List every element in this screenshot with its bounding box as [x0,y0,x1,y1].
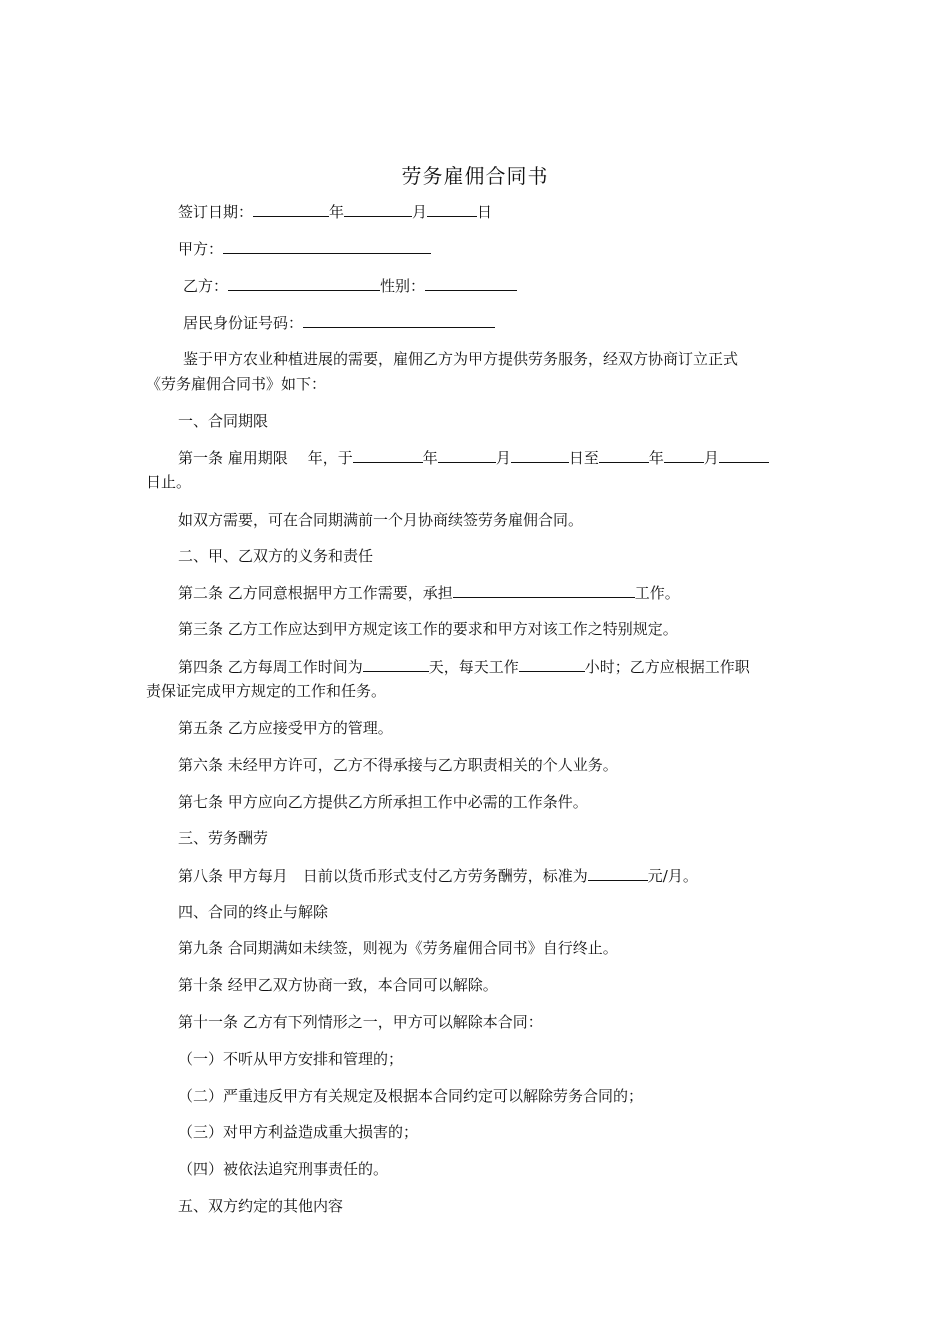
article8-text-b: 日前以货币形式支付乙方劳务酬劳，标准为 [302,867,588,885]
article1-text-e: 日至 [568,449,599,467]
article5: 第五条 乙方应接受甲方的管理。 [178,719,393,737]
article8-blank [588,865,648,881]
article2-text-a: 第二条 乙方同意根据甲方工作需要，承担 [178,584,453,602]
article4-text-c: 小时；乙方应根据工作职 [584,658,750,676]
section3-heading: 三、劳务酬劳 [178,829,269,847]
list-item: （一）不听从甲方安排和管理的； [178,1050,404,1068]
section1-heading: 一、合同期限 [178,412,269,430]
party-a-label: 甲方： [178,240,224,258]
article11: 第十一条 乙方有下列情形之一，甲方可以解除本合同： [178,1013,543,1031]
article1-blank-6 [719,447,769,463]
article1-text-g: 月 [703,449,719,467]
party-b-label: 乙方： [183,277,229,295]
sign-month-blank [344,201,412,217]
article4-line-2: 责保证完成甲方规定的工作和任务。 [146,682,387,700]
article1-text-d: 月 [495,449,511,467]
article1-line-2: 日止。 [146,473,192,491]
article3: 第三条 乙方工作应达到甲方规定该工作的要求和甲方对该工作之特别规定。 [178,620,678,638]
article4-text-a: 第四条 乙方每周工作时间为 [178,658,363,676]
preamble-line-2: 《劳务雇佣合同书》如下： [146,375,327,393]
article2-blank [453,582,635,598]
gender-blank [425,275,517,291]
article4-text-b: 天，每天工作 [428,658,519,676]
party-b-line [183,275,517,296]
article1-blank-5 [664,447,704,463]
article1-text-f: 年 [648,449,664,467]
section2-heading: 二、甲、乙双方的义务和责任 [178,547,374,565]
party-a-line [178,238,431,259]
section5-heading: 五、双方约定的其他内容 [178,1197,344,1215]
article7: 第七条 甲方应向乙方提供乙方所承担工作中必需的工作条件。 [178,793,588,811]
article4-blank-2 [519,656,585,672]
article8 [178,865,698,886]
sign-day-blank [427,201,477,217]
article1-blank-2 [438,447,496,463]
id-number-line [183,312,495,333]
list-item: （三）对甲方利益造成重大损害的； [178,1123,419,1141]
article4-line-1 [178,656,750,677]
sign-date-label: 签订日期： [178,203,254,221]
id-number-label: 居民身份证号码： [183,314,304,332]
article2 [178,582,680,603]
party-b-blank [228,275,380,291]
article1-line-1 [178,447,769,468]
article8-text-c: 元/月。 [647,867,698,885]
gender-label: 性别： [380,277,426,295]
article1-text-a: 第一条 雇用期限 [178,449,288,467]
sign-month-unit: 月 [412,203,428,221]
party-a-blank [223,238,431,254]
sign-day-unit: 日 [477,203,493,221]
article6: 第六条 未经甲方许可，乙方不得承接与乙方职责相关的个人业务。 [178,756,618,774]
article9: 第九条 合同期满如未续签，则视为《劳务雇佣合同书》自行终止。 [178,939,618,957]
article1-blank-1 [353,447,423,463]
article1-blank-4 [599,447,649,463]
article1-blank-3 [511,447,569,463]
id-number-blank [303,312,495,328]
renew-clause: 如双方需要，可在合同期满前一个月协商续签劳务雇佣合同。 [178,511,584,529]
section4-heading: 四、合同的终止与解除 [178,903,329,921]
sign-year-unit: 年 [329,203,345,221]
article8-text-a: 第八条 甲方每月 [178,867,288,885]
sign-date-line [178,201,492,222]
document-title: 劳务雇佣合同书 [401,164,549,188]
article1-text-c: 年 [422,449,438,467]
article1-text-b: 年，于 [307,449,353,467]
article4-blank-1 [363,656,429,672]
list-item: （四）被依法追究刑事责任的。 [178,1160,389,1178]
sign-year-blank [253,201,329,217]
article2-text-b: 工作。 [634,584,680,602]
list-item: （二）严重违反甲方有关规定及根据本合同约定可以解除劳务合同的； [178,1087,644,1105]
preamble-line-1: 鉴于甲方农业种植进展的需要，雇佣乙方为甲方提供劳务服务，经双方协商订立正式 [183,350,739,368]
article10: 第十条 经甲乙双方协商一致，本合同可以解除。 [178,976,498,994]
